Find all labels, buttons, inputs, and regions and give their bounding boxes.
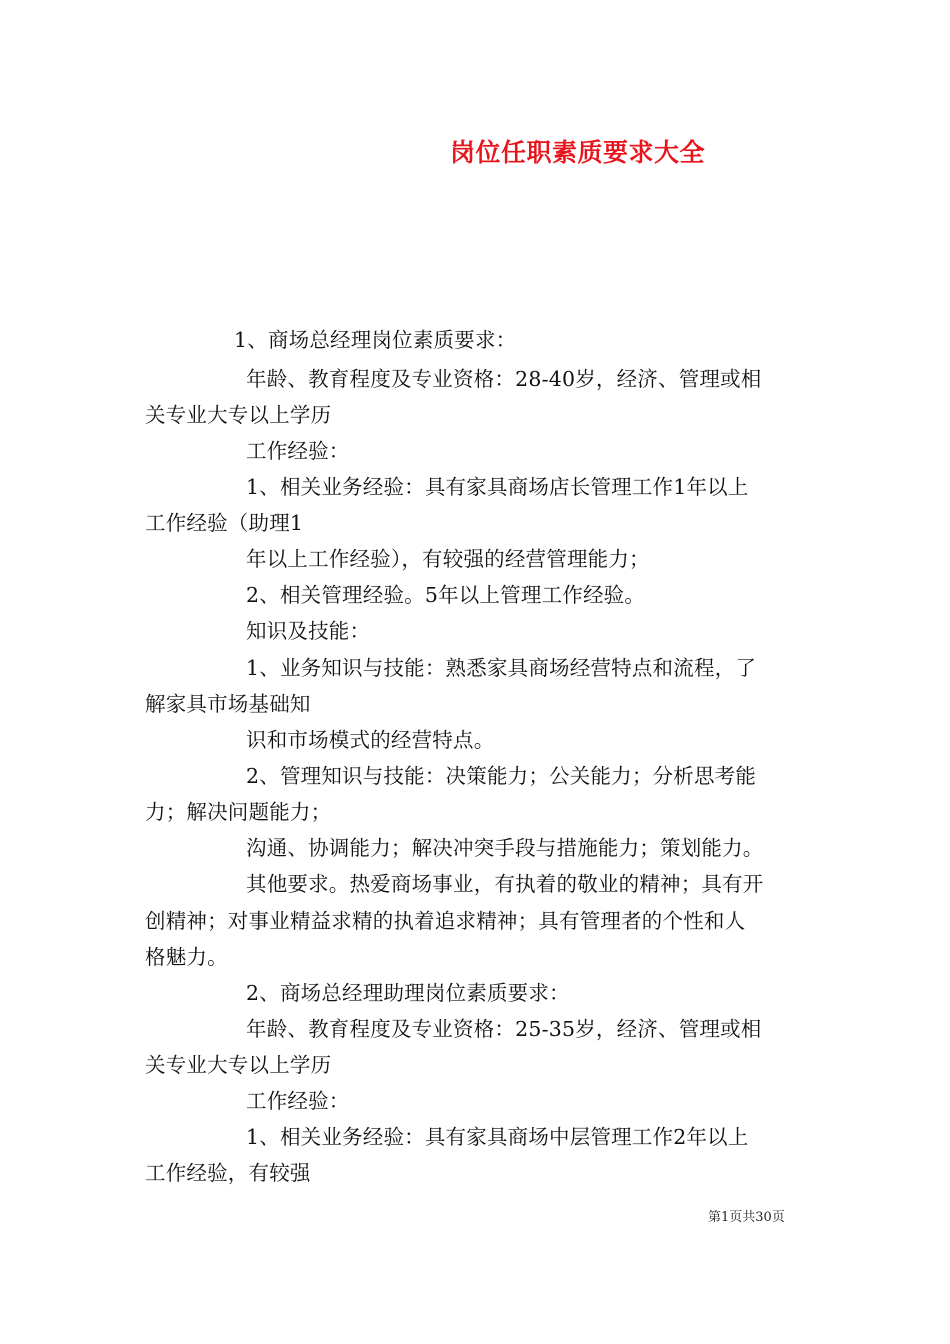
- paragraph-line: 1、相关业务经验：具有家具商场店长管理工作1年以上: [246, 475, 749, 499]
- section-heading-1: 1、商场总经理岗位素质要求：: [234, 328, 517, 352]
- paragraph-line: 创精神；对事业精益求精的执着追求精神；具有管理者的个性和人: [145, 909, 746, 933]
- paragraph-line: 2、管理知识与技能：决策能力；公关能力；分析思考能: [246, 764, 757, 788]
- paragraph-line: 关专业大专以上学历: [145, 1053, 332, 1077]
- paragraph-line: 1、相关业务经验：具有家具商场中层管理工作2年以上: [246, 1125, 749, 1149]
- paragraph-line: 沟通、协调能力；解决冲突手段与措施能力；策划能力。: [246, 836, 764, 860]
- subheading-work-experience: 工作经验：: [246, 1089, 350, 1113]
- paragraph-line: 工作经验（助理1: [145, 511, 304, 535]
- paragraph-line: 年龄、教育程度及专业资格：28-40岁，经济、管理或相: [246, 367, 762, 391]
- paragraph-line: 解家具市场基础知: [145, 692, 311, 716]
- subheading-knowledge-skills: 知识及技能：: [246, 619, 371, 643]
- paragraph-line: 2、相关管理经验。5年以上管理工作经验。: [246, 583, 646, 607]
- paragraph-line: 年以上工作经验），有较强的经营管理能力；: [246, 547, 650, 571]
- paragraph-line: 格魅力。: [145, 945, 228, 969]
- paragraph-line: 力；解决问题能力；: [145, 800, 332, 824]
- page-footer: 第1页共30页: [708, 1210, 785, 1225]
- paragraph-line: 关专业大专以上学历: [145, 403, 332, 427]
- subheading-work-experience: 工作经验：: [246, 439, 350, 463]
- page-title: 岗位任职素质要求大全: [450, 138, 706, 167]
- paragraph-line: 其他要求。热爱商场事业，有执着的敬业的精神；具有开: [246, 872, 764, 896]
- paragraph-line: 年龄、教育程度及专业资格：25-35岁，经济、管理或相: [246, 1017, 762, 1041]
- paragraph-line: 1、业务知识与技能：熟悉家具商场经营特点和流程，了: [246, 656, 757, 680]
- section-heading-2: 2、商场总经理助理岗位素质要求：: [246, 981, 570, 1005]
- paragraph-line: 识和市场模式的经营特点。: [246, 728, 495, 752]
- paragraph-line: 工作经验，有较强: [145, 1161, 311, 1185]
